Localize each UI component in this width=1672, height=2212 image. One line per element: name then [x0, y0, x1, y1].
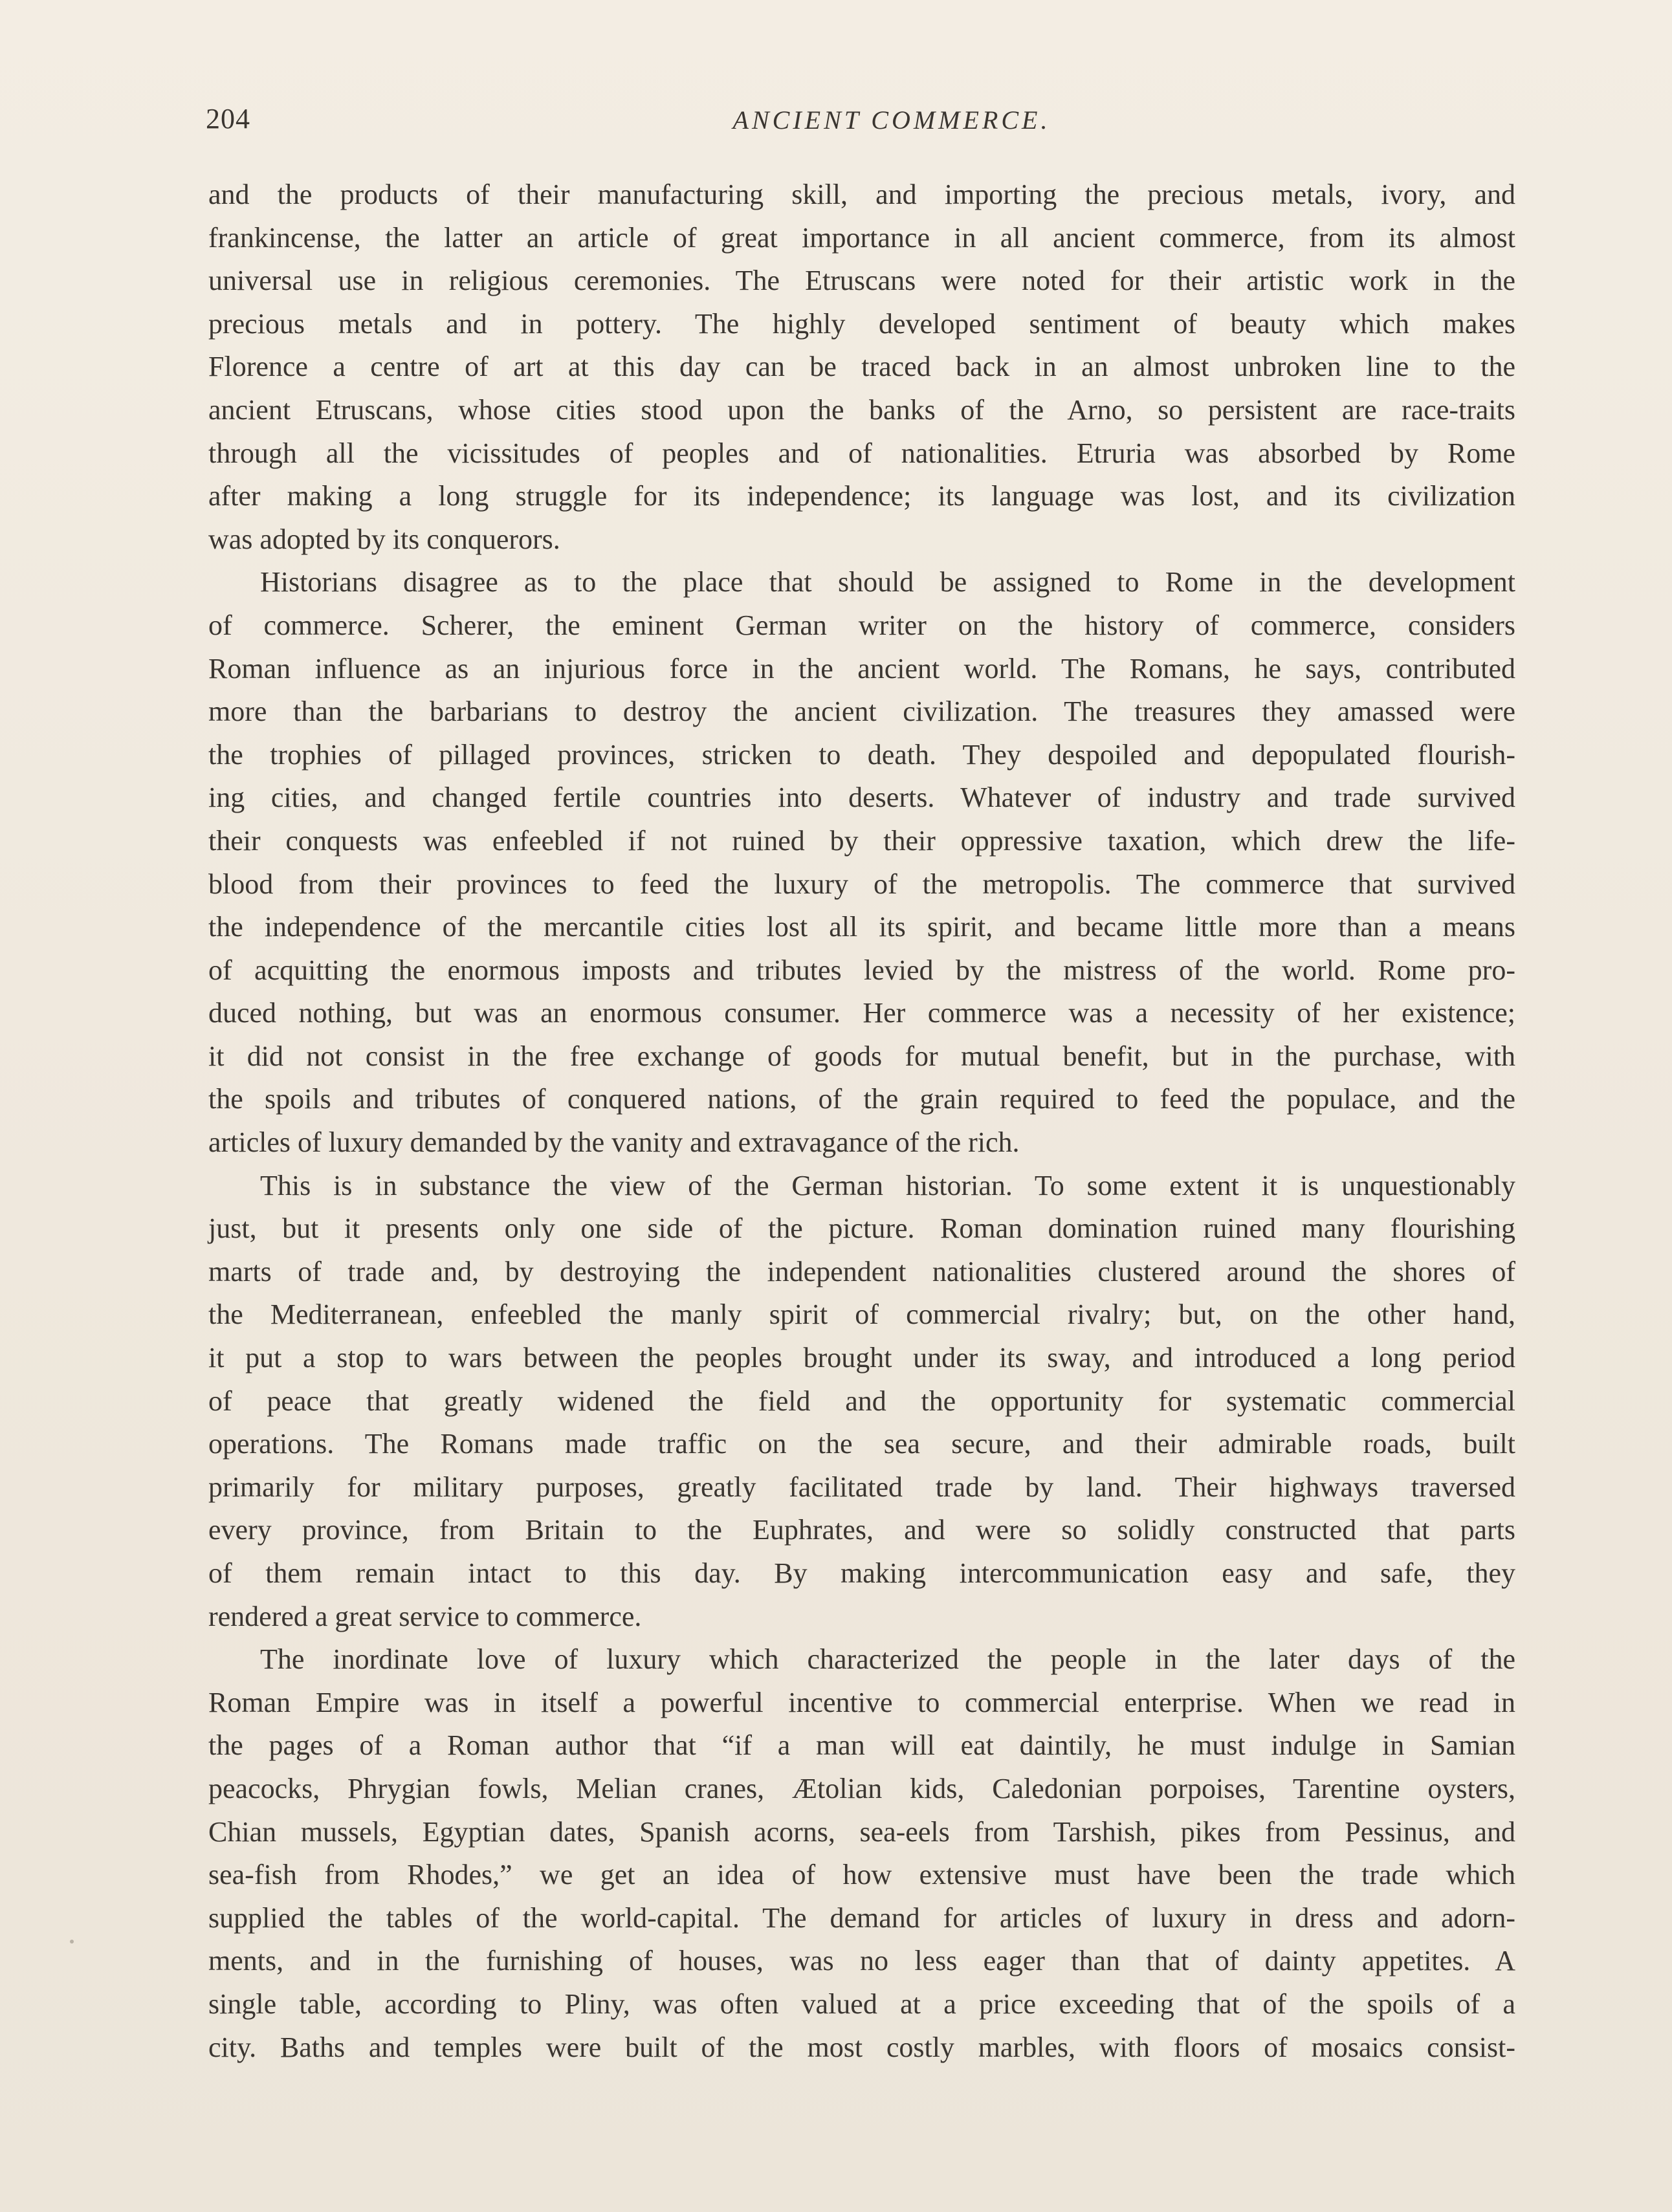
text-line: operations. The Romans made traffic on the sea secure, and their admirable roads, built: [208, 1428, 1515, 1460]
text-line: it did not consist in the free exchange of goods for mutual benefit, but in the purchase, with: [208, 1040, 1515, 1072]
paragraph: [208, 173, 1515, 561]
text-line: primarily for military purposes, greatly facilitated trade by land. Their highways traversed: [208, 1471, 1515, 1503]
text-line: Roman Empire was in itself a powerful incentive to commercial enterprise. When we read in: [208, 1686, 1515, 1718]
text-line: ments, and in the furnishing of houses, was no less eager than that of dainty appetites. A: [208, 1945, 1515, 1977]
text-line: articles of luxury demanded by the vanity and extravagance of the rich.: [208, 1126, 1020, 1159]
text-line: sea-fish from Rhodes,” we get an idea of how extensive must have been the trade which: [208, 1859, 1515, 1891]
text-line: ancient Etruscans, whose cities stood upon the banks of the Arno, so persistent are race-traits: [208, 393, 1515, 426]
text-line: their conquests was enfeebled if not ruined by their oppressive taxation, which drew the life-: [208, 824, 1515, 857]
text-line: through all the vicissitudes of peoples and of nationalities. Etruria was absorbed by Rome: [208, 437, 1515, 469]
text-line: the pages of a Roman author that “if a man will eat daintily, he must indulge in Samian: [208, 1729, 1515, 1762]
text-line: more than the barbarians to destroy the ancient civilization. The treasures they amassed were: [208, 695, 1515, 728]
paragraph: [208, 1638, 1515, 2069]
text-line: of peace that greatly widened the field and the opportunity for systematic commercial: [208, 1385, 1515, 1417]
text-line: just, but it presents only one side of the picture. Roman domination ruined many flourishing: [208, 1212, 1515, 1245]
text-line: marts of trade and, by destroying the independent nationalities clustered around the shores of: [208, 1255, 1515, 1287]
text-line: was adopted by its conquerors.: [208, 523, 560, 555]
text-line: the trophies of pillaged provinces, stricken to death. They despoiled and depopulated flourish-: [208, 738, 1515, 771]
text-line: supplied the tables of the world-capital. The demand for articles of luxury in dress and adorn-: [208, 1901, 1515, 1934]
text-line: of commerce. Scherer, the eminent German writer on the history of commerce, considers: [208, 609, 1515, 641]
text-line: the independence of the mercantile cities lost all its spirit, and became little more than a means: [208, 911, 1515, 943]
text-line: blood from their provinces to feed the luxury of the metropolis. The commerce that survived: [208, 868, 1515, 900]
text-line: the spoils and tributes of conquered nations, of the grain required to feed the populace, and the: [208, 1083, 1515, 1115]
paragraph: [208, 561, 1515, 1164]
running-head: [206, 102, 1519, 148]
text-line: The inordinate love of luxury which characterized the people in the later days of the: [260, 1643, 1515, 1676]
text-line: Historians disagree as to the place that should be assigned to Rome in the development: [260, 566, 1515, 598]
text-line: single table, according to Pliny, was often valued at a price exceeding that of the spoils of a: [208, 1988, 1515, 2020]
page-number: 204: [206, 103, 250, 135]
text-line: duced nothing, but was an enormous consumer. Her commerce was a necessity of her existence;: [208, 997, 1515, 1029]
text-line: it put a stop to wars between the peoples brought under its sway, and introduced a long period: [208, 1342, 1515, 1374]
text-line: Chian mussels, Egyptian dates, Spanish acorns, sea-eels from Tarshish, pikes from Pessinus, and: [208, 1815, 1515, 1848]
paragraph: [208, 1165, 1515, 1639]
text-line: precious metals and in pottery. The highly developed sentiment of beauty which makes: [208, 307, 1515, 340]
paper-speck: [70, 1940, 74, 1944]
text-line: of them remain intact to this day. By making intercommunication easy and safe, they: [208, 1557, 1515, 1589]
text-line: and the products of their manufacturing skill, and importing the precious metals, ivory, and: [208, 179, 1515, 210]
text-line: city. Baths and temples were built of the most costly marbles, with floors of mosaics consist-: [208, 2031, 1515, 2063]
text-line: every province, from Britain to the Euphrates, and were so solidly constructed that parts: [208, 1514, 1515, 1546]
text-line: rendered a great service to commerce.: [208, 1600, 642, 1632]
text-line: peacocks, Phrygian fowls, Melian cranes, Ætolian kids, Caledonian porpoises, Tarentine oysters,: [208, 1772, 1515, 1804]
text-line: of acquitting the enormous imposts and tributes levied by the mistress of the world. Rome pro-: [208, 954, 1515, 986]
text-line: the Mediterranean, enfeebled the manly spirit of commercial rivalry; but, on the other hand,: [208, 1298, 1515, 1331]
body-text: [208, 173, 1515, 2069]
text-line: frankincense, the latter an article of great importance in all ancient commerce, from its almost: [208, 221, 1515, 254]
running-title: ANCIENT COMMERCE.: [732, 105, 1051, 135]
text-line: after making a long struggle for its independence; its language was lost, and its civilization: [208, 480, 1515, 512]
text-line: Roman influence as an injurious force in the ancient world. The Romans, he says, contributed: [208, 652, 1515, 684]
text-line: This is in substance the view of the German historian. To some extent it is unquestionably: [260, 1169, 1515, 1201]
text-line: ing cities, and changed fertile countries into deserts. Whatever of industry and trade survived: [208, 782, 1515, 814]
text-line: Florence a centre of art at this day can be traced back in an almost unbroken line to the: [208, 351, 1515, 383]
text-line: universal use in religious ceremonies. The Etruscans were noted for their artistic work in the: [208, 265, 1515, 297]
